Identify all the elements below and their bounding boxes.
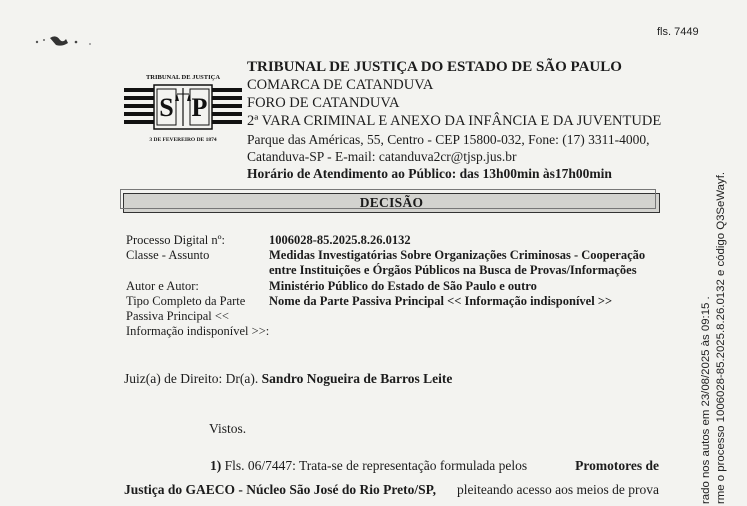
emblem-p-letter: P xyxy=(191,93,208,122)
paragraph-1-number: 1) xyxy=(210,458,222,473)
emblem-bottom-text: 3 DE FEVEREIRO DE 1874 xyxy=(149,137,217,143)
tipo-value: Nome da Parte Passiva Principal << Informação indisponível >> xyxy=(269,294,613,308)
page-number: fls. 7449 xyxy=(657,26,699,38)
autor-label: Autor e Autor: xyxy=(126,279,199,293)
paragraph-1-line-1 xyxy=(124,457,659,474)
judge-name: Sandro Nogueira de Barros Leite xyxy=(261,371,453,386)
stamp-line-2: rme o processo 1006028-85.2025.8.26.0132 e código Q3SeWayf. xyxy=(715,171,727,504)
decision-title-box xyxy=(123,193,660,213)
court-address: Parque das Américas, 55, Centro - CEP 15800-032, Fone: (17) 3311-4000, xyxy=(247,132,650,147)
paragraph-1-text-d: pleiteando acesso aos meios de prova xyxy=(456,482,659,497)
comarca: COMARCA DE CATANDUVA xyxy=(247,77,434,93)
paragraph-1-line-2 xyxy=(124,481,659,498)
court-name: TRIBUNAL DE JUSTIÇA DO ESTADO DE SÃO PAULO xyxy=(247,59,622,75)
digital-signature-stamp xyxy=(699,164,729,504)
autor-value: Ministério Público do Estado de São Paulo e outro xyxy=(269,279,537,293)
processo-value: 1006028-85.2025.8.26.0132 xyxy=(269,233,411,247)
scan-artifact xyxy=(32,30,112,50)
decision-title: DECISÃO xyxy=(359,195,424,210)
tipo-label-line3: Informação indisponível >>: xyxy=(126,324,270,338)
office-hours: Horário de Atendimento ao Público: das 13h00min às17h00min xyxy=(247,166,612,181)
judge-label: Juiz(a) de Direito: Dr(a). xyxy=(124,371,259,386)
emblem-s-letter: S xyxy=(159,93,174,122)
classe-value-line2: entre Instituições e Órgãos Públicos na Busca de Provas/Informações xyxy=(269,263,637,277)
paragraph-1-text-c: Justiça do GAECO - Núcleo São José do Rio Preto/SP, xyxy=(124,482,437,497)
processo-label: Processo Digital nº: xyxy=(126,233,226,247)
paragraph-1-text-a: Fls. 06/7447: Trata-se de representação formulada pelos xyxy=(224,458,528,473)
tipo-label-line1: Tipo Completo da Parte xyxy=(126,294,246,308)
tjsp-emblem-icon xyxy=(124,70,242,146)
classe-label: Classe - Assunto xyxy=(126,248,210,262)
vara: 2ª VARA CRIMINAL E ANEXO DA INFÂNCIA E DA JUVENTUDE xyxy=(247,113,662,129)
foro: FORO DE CATANDUVA xyxy=(247,95,400,111)
classe-value-line1: Medidas Investigatórias Sobre Organizações Criminosas - Cooperação xyxy=(269,248,646,262)
tipo-label-line2: Passiva Principal << xyxy=(126,309,229,323)
judge-line xyxy=(124,371,452,387)
paragraph-1-text-b: Promotores de xyxy=(575,458,659,473)
emblem-top-text: TRIBUNAL DE JUSTIÇA xyxy=(145,74,221,81)
court-city-email: Catanduva-SP - E-mail: catanduva2cr@tjsp.jus.br xyxy=(247,149,517,164)
stamp-line-1: rado nos autos em 23/08/2025 às 09:15 . xyxy=(700,296,712,504)
vistos: Vistos. xyxy=(209,421,247,436)
